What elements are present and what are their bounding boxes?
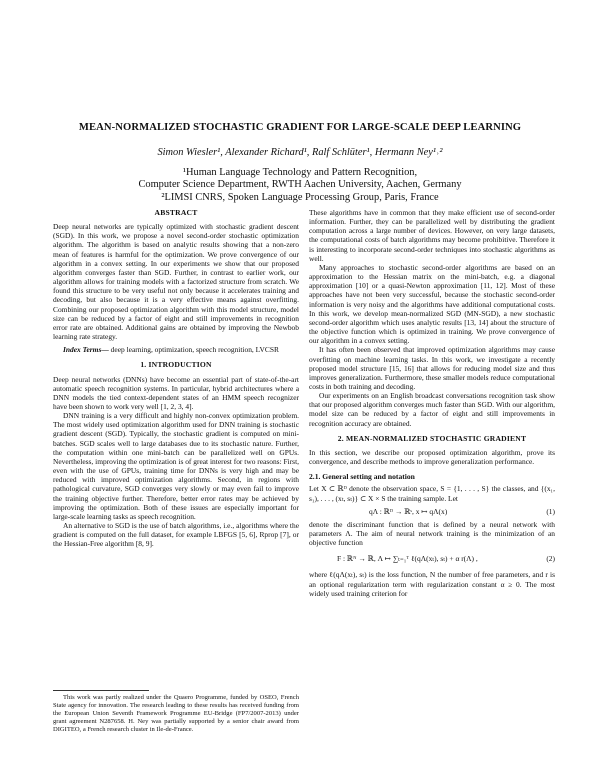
body-paragraph: Many approaches to stochastic second-order algorithms are based on an approximation to the Hessian matrix on the mini-batch, e.g. a diagonal approximation [10] or a quasi-Newton approximation [11, 12]. Most of these approaches have not been very successful, because the stochastic second-order information is very noisy and the algorithms have additional computational costs. In this work, we develop mean-normalized SGD (MN-SGD), a new stochastic second-order algorithm which uses analytic results [13, 14] about the structure of the objective function which is optimized in training. We prove convergence of our algorithm in a convex setting. bbox=[309, 262, 555, 346]
footnote-rule bbox=[53, 690, 149, 691]
intro-paragraph: Deep neural networks (DNNs) have become an essential part of state-of-the-art automatic speech recognition systems. In particular, hybrid architectures where a DNN models the tied context-dependent states of an HMM speech recognizer have been shown to work very well [1, 2, 3, 4]. bbox=[53, 374, 299, 411]
body-paragraph: These algorithms have in common that they make efficient use of second-order information. Further, they can be parallelized well by distributing the gradient computation across a large number of devices. However, on very large datasets, the computational costs of batch algorithms may become prohibitive. Therefore it is interesting to incorporate second-order techniques into stochastic algorithms as well. bbox=[309, 208, 555, 263]
equation-2 bbox=[309, 554, 555, 563]
index-terms-label: Index Terms— bbox=[63, 345, 109, 355]
equation-2-number: (2) bbox=[546, 554, 555, 564]
notation-text: Let X ⊂ ℝᴰ denote the observation space, S = {1, . . . , S} the classes, and {(x₁, s₁), . . . , (xₜ, sₜ)} ⊂ X × S the training sample. Let bbox=[309, 484, 555, 503]
paper-authors: Simon Wiesler¹, Alexander Richard¹, Ralf Schlüter¹, Hermann Ney¹˒² bbox=[157, 147, 443, 158]
equation-2-text: where ℓ(qΛ(xₜ), sₜ) is the loss function, N the number of free parameters, and r is an optional regularization term with regularization constant α ≥ 0. The most widely used training criterion for bbox=[309, 570, 555, 598]
section2-text: In this section, we describe our proposed optimization algorithm, prove its convergence, and describe methods to improve generalization performance. bbox=[309, 447, 555, 467]
equation-1-number: (1) bbox=[546, 506, 555, 516]
abstract-heading: ABSTRACT bbox=[154, 208, 198, 217]
left-column bbox=[53, 208, 299, 548]
right-column bbox=[309, 208, 555, 598]
affiliation-line: Computer Science Department, RWTH Aachen University, Aachen, Germany bbox=[138, 179, 462, 191]
footnote-text: This work was partly realized under the Quaero Programme, funded by OSEO, French State agency for innovation. The research leading to these results has received funding from the European Union Seventh Framework Programme EU-Bridge (FP7/2007-2013) under grant agreement N287658. H. Ney was partially supported by a senior chair award from DIGITEO, a French research cluster in Ile-de-France. bbox=[53, 694, 299, 734]
body-paragraph: Our experiments on an English broadcast conversations recognition task show that our proposed algorithm converges much faster than SGD. With our algorithm, model size can be reduced by a factor of eight and still improvements in recognition accuracy are obtained. bbox=[309, 391, 555, 428]
equation-2-body: F : ℝᴺ → ℝ, Λ ↦ ∑ₜ₌₁ᵀ ℓ(qΛ(xₜ), sₜ) + α r(Λ) , bbox=[337, 554, 478, 564]
intro-paragraph: An alternative to SGD is the use of batch algorithms, i.e., algorithms where the gradient is computed on the full dataset, for example LBFGS [5, 6], Rprop [7], or the Hessian-Free algorithm [8, 9]. bbox=[53, 521, 299, 549]
index-terms bbox=[53, 345, 299, 354]
affiliations bbox=[40, 167, 560, 204]
equation-1-text: denote the discriminant function that is defined by a neural network with parameters Λ. The aim of neural network training is the minimization of an objective function bbox=[309, 519, 555, 548]
affiliation-line: ¹Human Language Technology and Pattern Recognition, bbox=[182, 167, 418, 178]
paper-title: MEAN-NORMALIZED STOCHASTIC GRADIENT FOR LARGE-SCALE DEEP LEARNING bbox=[78, 122, 522, 133]
index-terms-text: deep learning, optimization, speech recognition, LVCSR bbox=[110, 345, 279, 355]
footnote bbox=[53, 690, 299, 734]
section-heading-mn-sgd: 2. MEAN-NORMALIZED STOCHASTIC GRADIENT bbox=[337, 433, 527, 443]
body-paragraph: It has often been observed that improved optimization algorithms may cause overfitting on machine learning tasks. In this work, we investigate a recently proposed model structure [15, 16] that allows for reducing model size and thus improves generalization. Furthermore, these smaller models reduce computational costs in both training and decoding. bbox=[309, 345, 555, 391]
equation-1 bbox=[309, 507, 555, 516]
subsection-heading: 2.1. General setting and notation bbox=[309, 472, 415, 482]
abstract-text: Deep neural networks are typically optimized with stochastic gradient descent (SGD). In this work, we propose a novel second-order stochastic optimization algorithm. The algorithm is based on analytic results showing that a non-zero mean of features is harmful for the optimization. We prove convergence of our algorithm in a convex setting. In our experiments we show that our proposed algorithm converges faster than SGD. Further, in contrast to earlier work, our algorithm allows for training models with a factorized structure from scratch. We found this structure to be very useful not only because it accelerates training and decoding, but also because it is a very effective means against overfitting. Combining our proposed optimization algorithm with this model structure, model size can be reduced by a factor of eight and still improvements in recognition error rate are obtained. Additional gains are obtained by improving the Newbob learning rate strategy. bbox=[53, 222, 299, 342]
intro-paragraph: DNN training is a very difficult and highly non-convex optimization problem. The most widely used optimization algorithm used for DNN training is stochastic gradient descent (SGD). Typically, the stochastic gradient is computed on mini-batches. SGD scales well to large databases due to its stochastic nature. Further, the computation within one mini-batch can be parallelized well on GPUs. Nevertheless, improving the optimization is of great interest for two reasons: First, even with the use of GPUs, training time for DNNs is very high and may be reduced with improved optimization algorithms. Second, in regions with pathological curvature, SGD converges very slowly or may even fail to improve the training objective further. Therefore, better error rates may be achieved by improving the optimization. Both of these issues are especially important for large-scale learning tasks as speech recognition. bbox=[53, 411, 300, 521]
affiliation-line: ²LIMSI CNRS, Spoken Language Processing Group, Paris, France bbox=[161, 191, 439, 203]
section-heading-introduction: 1. INTRODUCTION bbox=[140, 360, 212, 370]
equation-1-body: qΛ : ℝᴰ → ℝˢ, x ↦ qΛ(x) bbox=[369, 506, 448, 516]
